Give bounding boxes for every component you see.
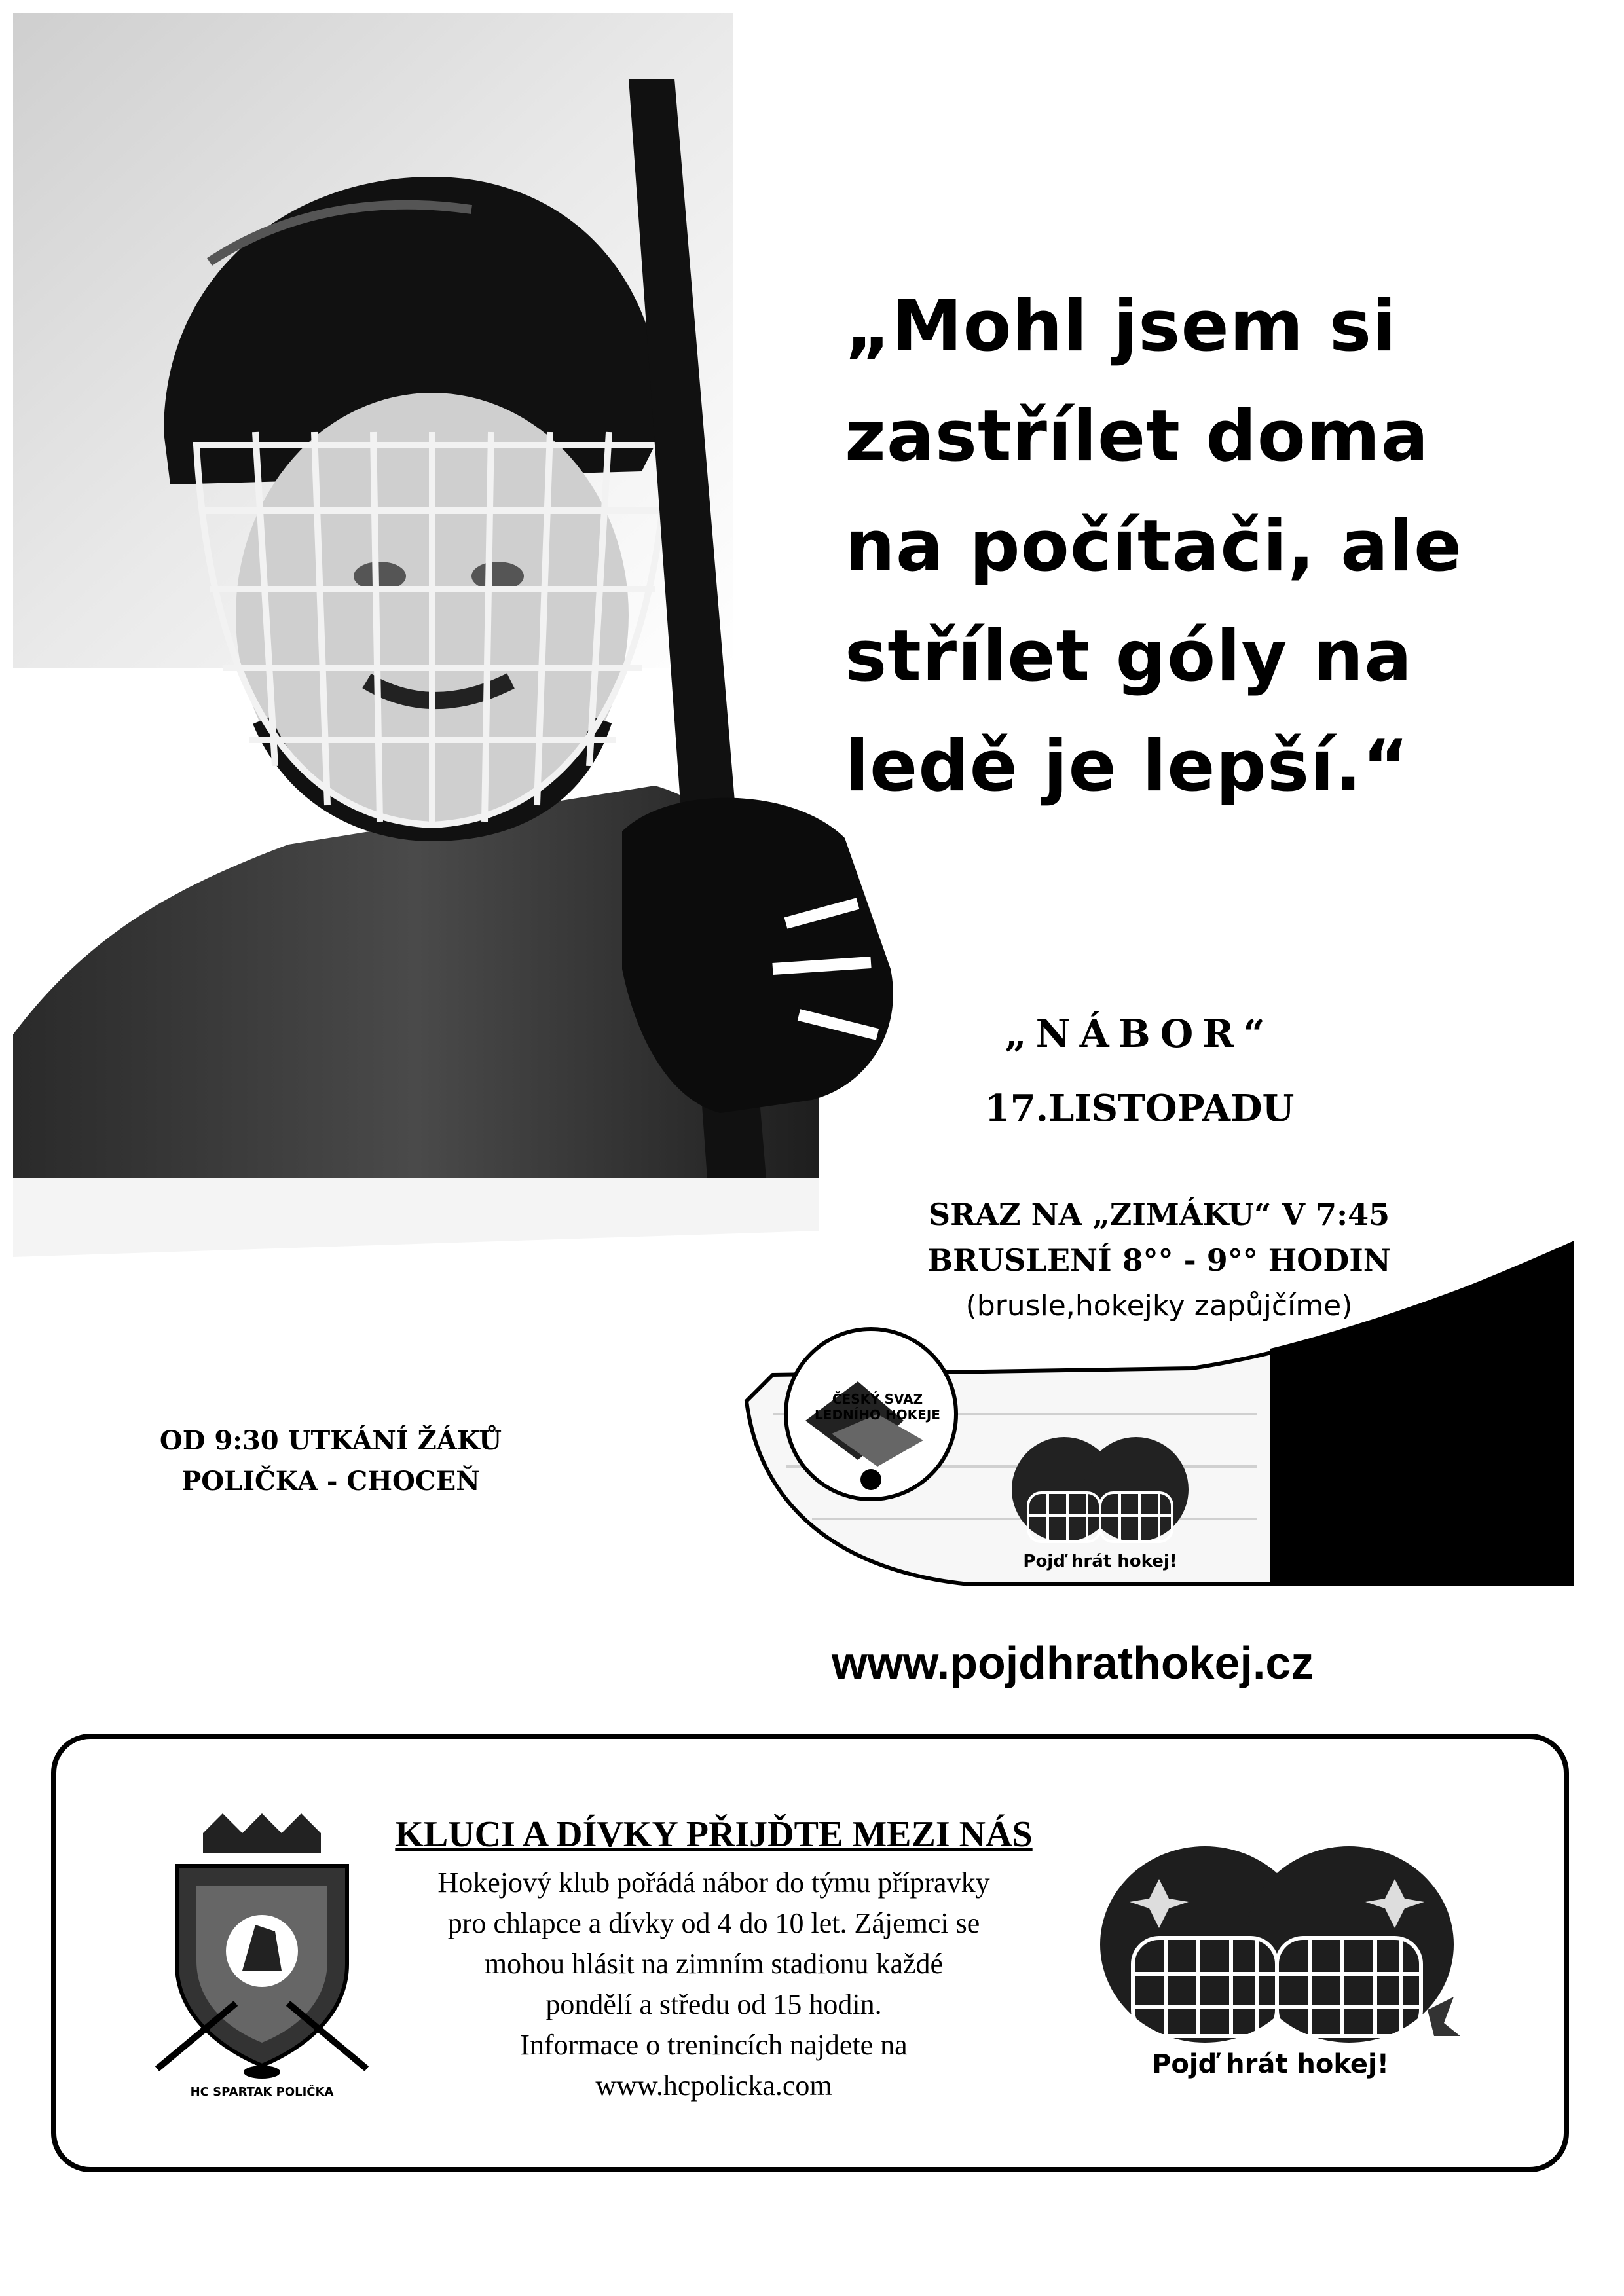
campaign-caption: Pojď hrát hokej! [1152, 2049, 1389, 2079]
match-line: POLIČKA - CHOCEŇ [181, 1466, 480, 1497]
recruitment-line: Hokejový klub pořádá nábor do týmu přípravky [437, 1867, 990, 1899]
recruitment-line: pro chlapce a dívky od 4 do 10 let. Zájemci se [447, 1907, 980, 1939]
recruitment-line: pondělí a středu od 15 hodin. [545, 1988, 882, 2020]
hockey-kid-photo [13, 13, 982, 1336]
quote-line: střílet góly na [845, 615, 1412, 697]
recruitment-title: KLUCI A DÍVKY PŘIJĎTE MEZI NÁS [395, 1814, 1033, 1855]
campaign-logo-caption: Pojď hrát hokej! [1023, 1552, 1177, 1571]
website-url[interactable]: www.pojdhrathokej.cz [832, 1637, 1314, 1688]
recruitment-line: mohou hlásit na zimním stadionu každé [484, 1948, 944, 1980]
quote-line: ledě je lepší.“ [845, 725, 1410, 807]
match-info [151, 1421, 511, 1502]
quote-line: „Mohl jsem si [845, 285, 1397, 367]
recruitment-line: Informace o trenincích najdete na [520, 2029, 908, 2061]
event-date: 17.LISTOPADU [984, 1087, 1295, 1130]
event-title: „NÁBOR“ [1005, 1011, 1274, 1056]
meeting-time: SRAZ NA „ZIMÁKU“ V 7:45 [928, 1197, 1390, 1232]
federation-logo-label: ČESKÝ SVAZ LEDNÍHO HOKEJE [815, 1391, 940, 1423]
match-line: OD 9:30 UTKÁNÍ ŽÁKŮ [159, 1425, 502, 1456]
quote-line: zastřílet doma [845, 395, 1430, 477]
crest-label: HC SPARTAK POLIČKA [190, 2085, 334, 2099]
quote-line: na počítači, ale [845, 505, 1463, 587]
hc-spartak-policka-crest [144, 1807, 380, 2082]
club-website[interactable]: www.hcpolicka.com [595, 2069, 832, 2102]
rental-note: (brusle,hokejky zapůjčíme) [965, 1289, 1353, 1322]
recruitment-text [367, 1863, 1061, 2106]
skating-time: BRUSLENÍ 8°° - 9°° HODIN [927, 1243, 1391, 1278]
quote [845, 272, 1598, 822]
